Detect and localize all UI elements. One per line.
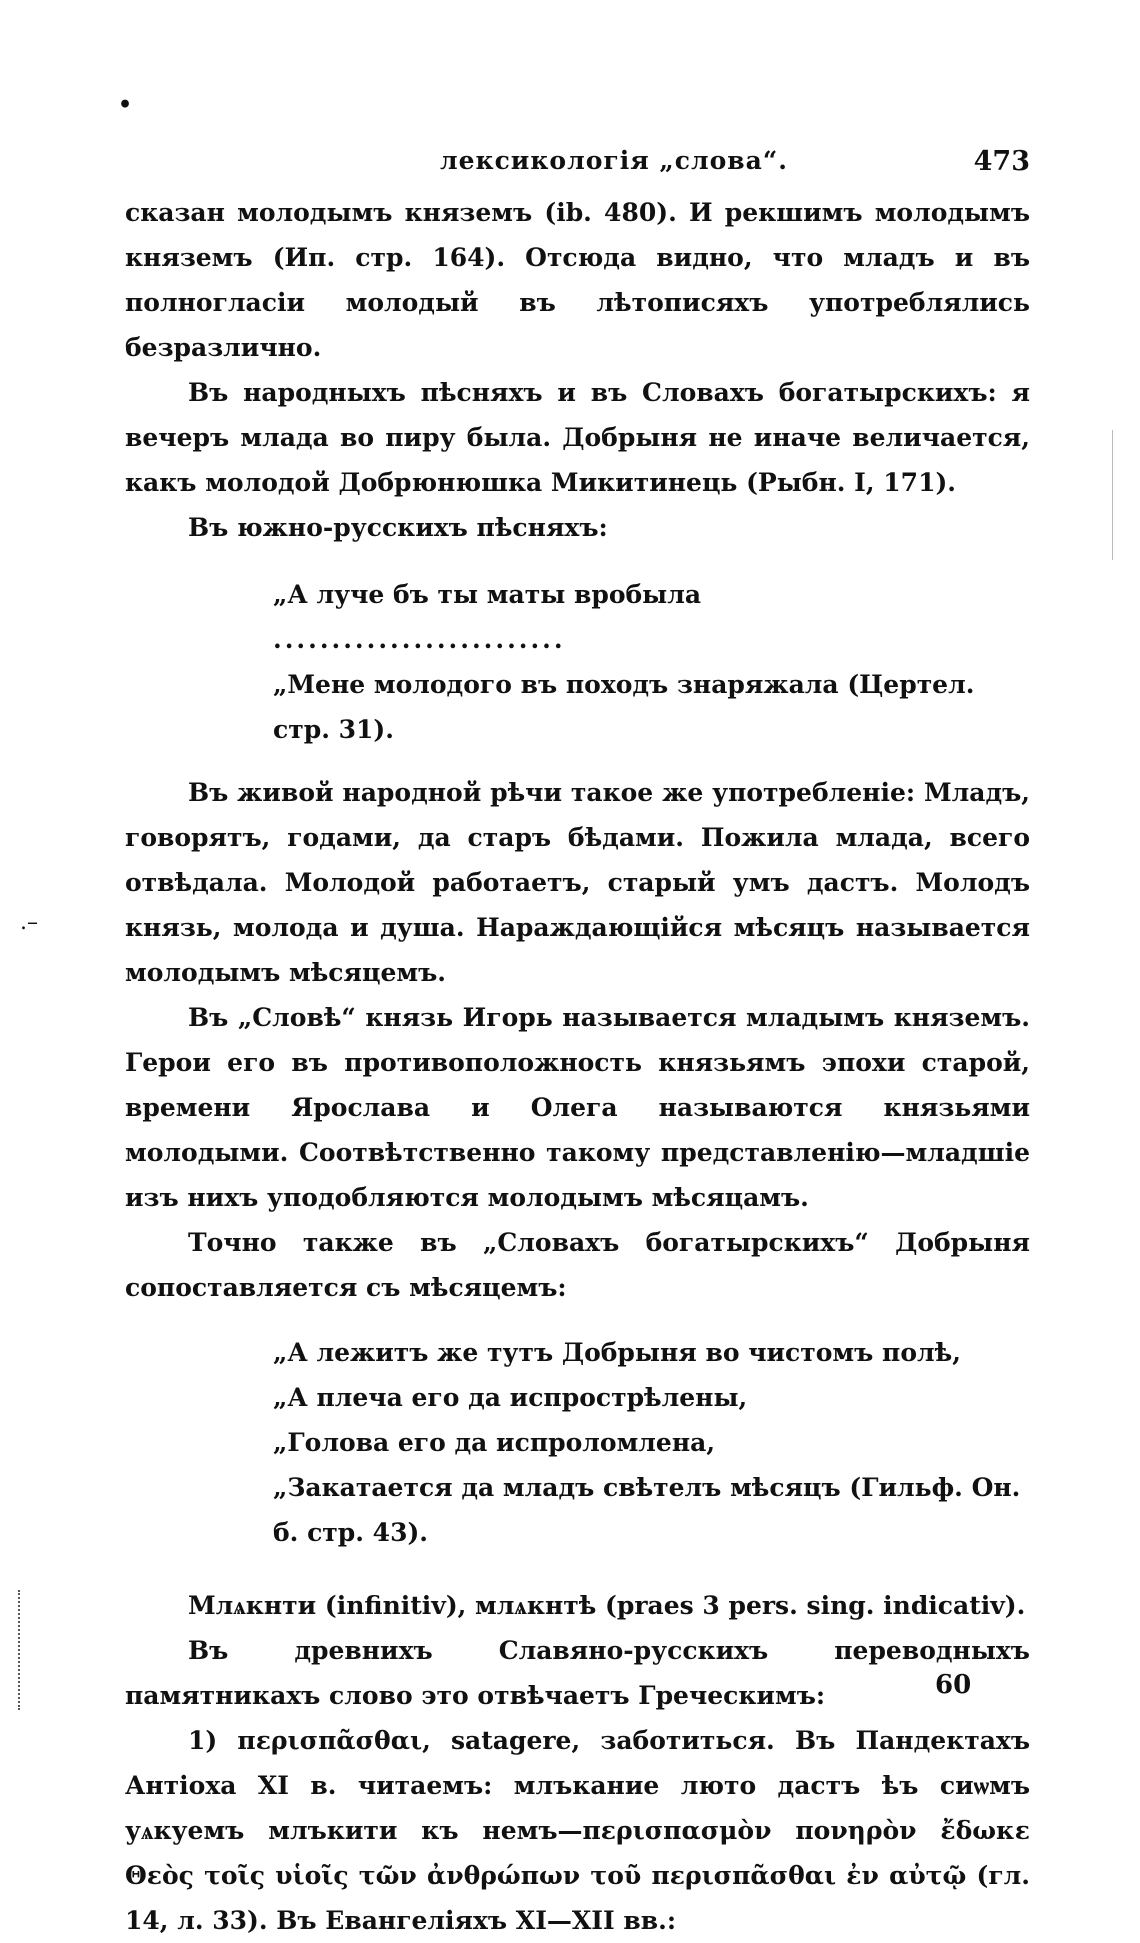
running-title: лексикологія „слова“.: [440, 146, 788, 175]
verse-line: „А луче бъ ты маты вробыла: [273, 580, 702, 609]
scan-edge-line: [1112, 430, 1113, 560]
paragraph-4: Въ живой народной рѣчи такое же употребленіе: Младъ, говорятъ, годами, да старъ бѣдами. Пожила млада, всего отвѣдала. Молодой работаетъ, старый умъ дастъ. Молодъ князь, молода и душа. Нараждающійся мѣсяцъ называется молодымъ мѣсяцемъ.: [125, 778, 1030, 987]
verse-quote-1: [125, 572, 1030, 752]
body-text: [125, 190, 1030, 1943]
page-header: [125, 146, 1030, 186]
paragraph-5: Въ „Словѣ“ князь Игорь называется младымъ княземъ. Герои его въ противоположность князьямъ эпохи старой, времени Ярослава и Олега называются князьями молодыми. Соотвѣтственно такому представленію—младшіе изъ нихъ уподобляются молодымъ мѣсяцамъ.: [125, 1003, 1030, 1212]
entry-heading: Млѧкнти (infinitiv), млѧкнтѣ (praes 3 pers. sing. indicativ).: [188, 1591, 1026, 1620]
verse-ellipsis: .........................: [273, 625, 566, 654]
verse-line: „Голова его да испроломлена,: [273, 1428, 716, 1457]
paragraph-7: Въ древнихъ Славяно-русскихъ переводныхъ памятникахъ слово это отвѣчаетъ Греческимъ:: [125, 1636, 1030, 1710]
verse-line: „Закатается да младъ свѣтелъ мѣсяцъ (Гильф. Он. б. стр. 43).: [273, 1473, 1021, 1547]
stray-mark-left: .–: [20, 910, 38, 935]
signature-mark: 60: [935, 1670, 972, 1700]
verse-quote-2: [125, 1330, 1030, 1555]
verse-line: „А лежитъ же тутъ Добрыня во чистомъ полѣ,: [273, 1338, 961, 1367]
verse-line: „Мене молодого въ походъ знаряжала (Цертел. стр. 31).: [273, 670, 975, 744]
paragraph-6: Точно также въ „Словахъ богатырскихъ“ Добрыня сопоставляется съ мѣсяцемъ:: [125, 1228, 1030, 1302]
page-number: 473: [973, 146, 1030, 177]
scan-margin-dots: [18, 1590, 26, 1710]
paragraph-1: сказан молодымъ княземъ (ib. 480). И рекшимъ молодымъ княземъ (Ип. стр. 164). Отсюда видно, что младъ и въ полногласіи молодый въ лѣтописяхъ употреблялись безразлично.: [125, 198, 1030, 362]
paragraph-2: Въ народныхъ пѣсняхъ и въ Словахъ богатырскихъ: я вечеръ млада во пиру была. Добрыня не иначе величается, какъ молодой Добрюнюшка Микитинець (Рыбн. I, 171).: [125, 378, 1030, 497]
stray-mark-top: •: [118, 92, 133, 118]
paragraph-8: 1) περισπᾶσθαι, satagere, заботиться. Въ Пандектахъ Антіоха XI в. читаемъ: млъкание люто дастъ ѣъ сиѡмъ уѧкуемъ млъкити къ немъ—περισπασμὸν πονηρὸν ἔδωκε Θεὸς τοῖς υἱοῖς τῶν ἀνθρώπων τοῦ περισπᾶσθαι ἐν αὐτῷ (гл. 14, л. 33). Въ Евангеліяхъ XI—XII вв.:: [125, 1726, 1030, 1935]
paragraph-3: Въ южно-русскихъ пѣсняхъ:: [188, 513, 608, 542]
verse-line: „А плеча его да испрострѣлены,: [273, 1383, 748, 1412]
